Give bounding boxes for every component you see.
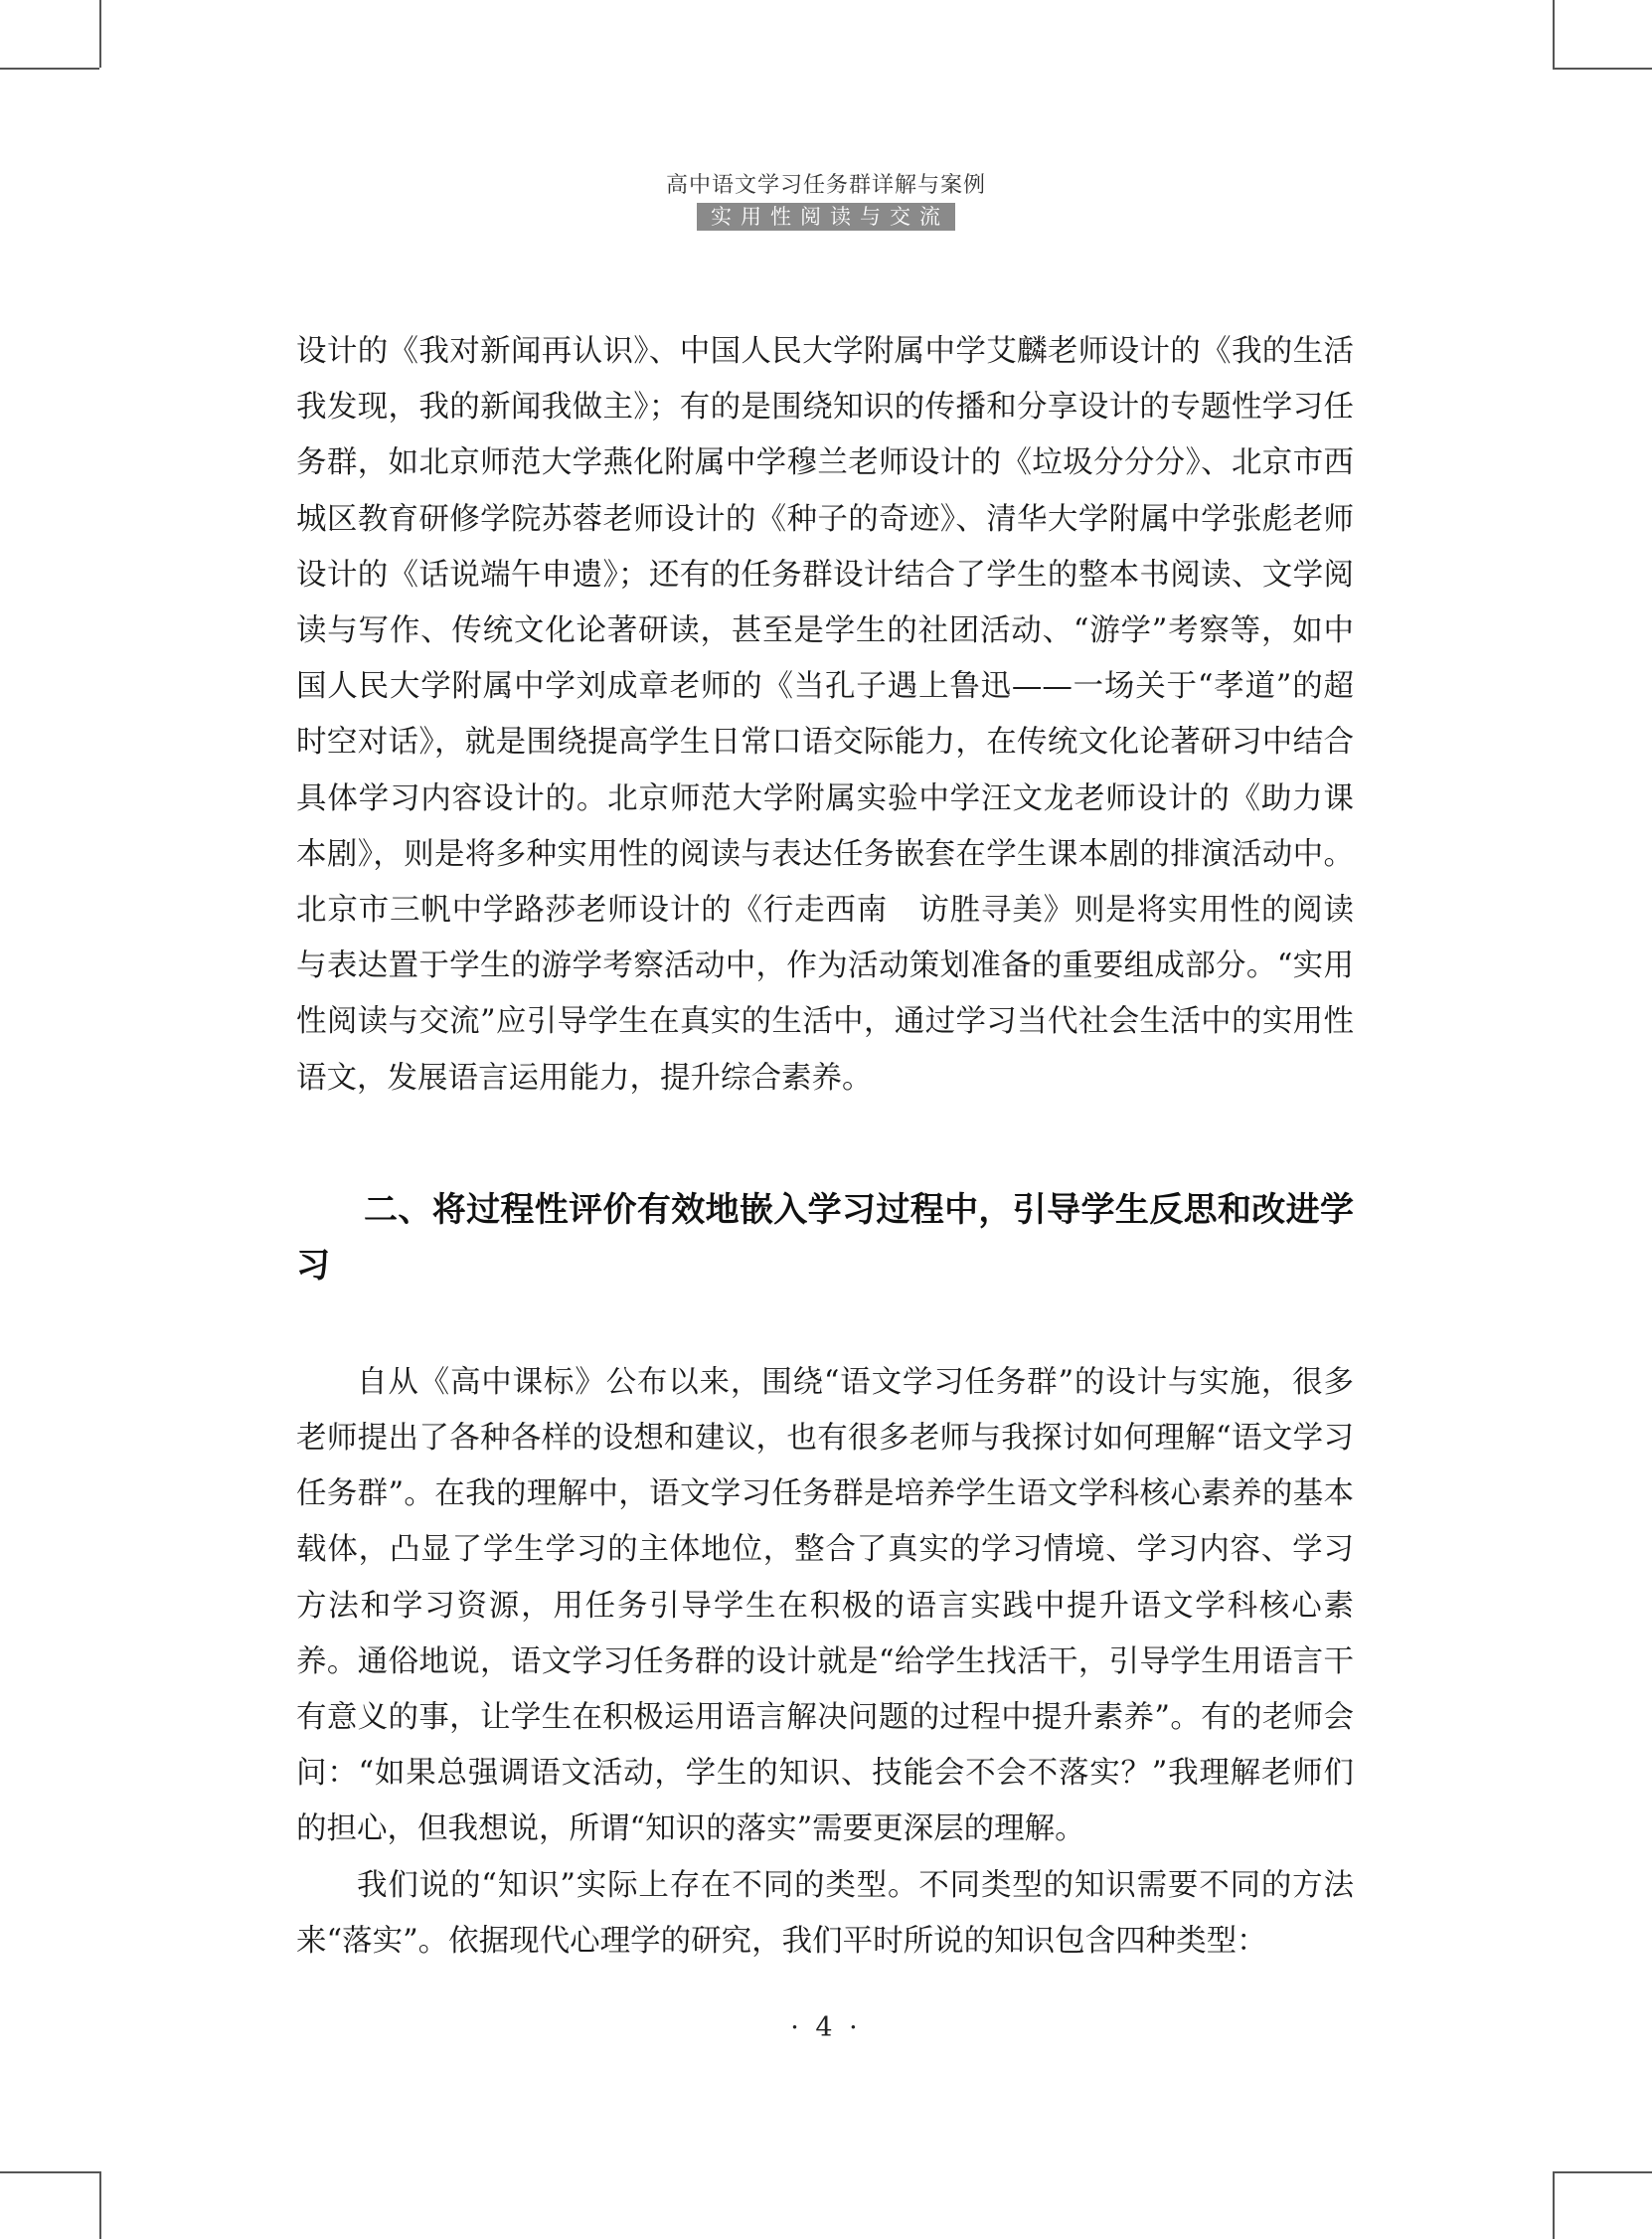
crop-mark-bottom-right-h xyxy=(1553,2171,1652,2173)
body-paragraph-2: 自从《高中课标》公布以来，围绕“语文学习任务群”的设计与实施，很多老师提出了各种各样的设想和建议，也有很多老师与我探讨如何理解“语文学习任务群”。在我的理解中，语文学习任务群是培养学生语文学科核心素养的基本载体，凸显了学生学习的主体地位，整合了真实的学习情境、学习内容、学习方法和学习资源，用任务引导学生在积极的语言实践中提升语文学科核心素养。通俗地说，语文学习任务群的设计就是“给学生找活干，引导学生用语言干有意义的事，让学生在积极运用语言解决问题的过程中提升素养”。有的老师会问：“如果总强调语文活动，学生的知识、技能会不会不落实？”我理解老师们的担心，但我想说，所谓“知识的落实”需要更深层的理解。 xyxy=(296,1364,1354,1847)
body-paragraph-1: 设计的《我对新闻再认识》、中国人民大学附属中学艾麟老师设计的《我的生活我发现，我的新闻我做主》；有的是围绕知识的传播和分享设计的专题性学习任务群，如北京师范大学燕化附属中学穆兰老师设计的《垃圾分分分》、北京市西城区教育研修学院苏蓉老师设计的《种子的奇迹》、清华大学附属中学张彪老师设计的《话说端午申遗》；还有的任务群设计结合了学生的整本书阅读、文学阅读与写作、传统文化论著研读，甚至是学生的社团活动、“游学”考察等，如中国人民大学附属中学刘成章老师的《当孔子遇上鲁迅——一场关于“孝道”的超时空对话》，就是围绕提高学生日常口语交际能力，在传统文化论著研习中结合具体学习内容设计的。北京师范大学附属实验中学汪文龙老师设计的《助力课本剧》，则是将多种实用性的阅读与表达任务嵌套在学生课本剧的排演活动中。北京市三帆中学路莎老师设计的《行走西南 访胜寻美》则是将实用性的阅读与表达置于学生的游学考察活动中，作为活动策划准备的重要组成部分。“实用性阅读与交流”应引导学生在真实的生活中，通过学习当代社会生活中的实用性语文，发展语言运用能力，提升综合素养。 xyxy=(296,334,1354,1096)
book-title: 高中语文学习任务群详解与案例 xyxy=(665,173,986,198)
crop-mark-bottom-left-h xyxy=(0,2171,99,2173)
crop-mark-bottom-left-v xyxy=(99,2171,101,2239)
crop-mark-bottom-right-v xyxy=(1553,2171,1555,2239)
crop-mark-top-left-h xyxy=(0,68,99,70)
section-title-badge: 实用性阅读与交流 xyxy=(697,203,955,231)
section-heading: 二、将过程性评价有效地嵌入学习过程中，引导学生反思和改进学习 xyxy=(296,1189,1354,1286)
page-content xyxy=(296,324,1354,1970)
page-number: · 4 · xyxy=(790,2012,862,2043)
crop-mark-top-right-h xyxy=(1553,68,1652,70)
crop-mark-top-right-v xyxy=(1553,0,1555,68)
running-head xyxy=(0,171,1652,231)
body-paragraph-3: 我们说的“知识”实际上存在不同的类型。不同类型的知识需要不同的方法来“落实”。依据现代心理学的研究，我们平时所说的知识包含四种类型： xyxy=(296,1867,1354,1959)
crop-mark-top-left-v xyxy=(99,0,101,68)
